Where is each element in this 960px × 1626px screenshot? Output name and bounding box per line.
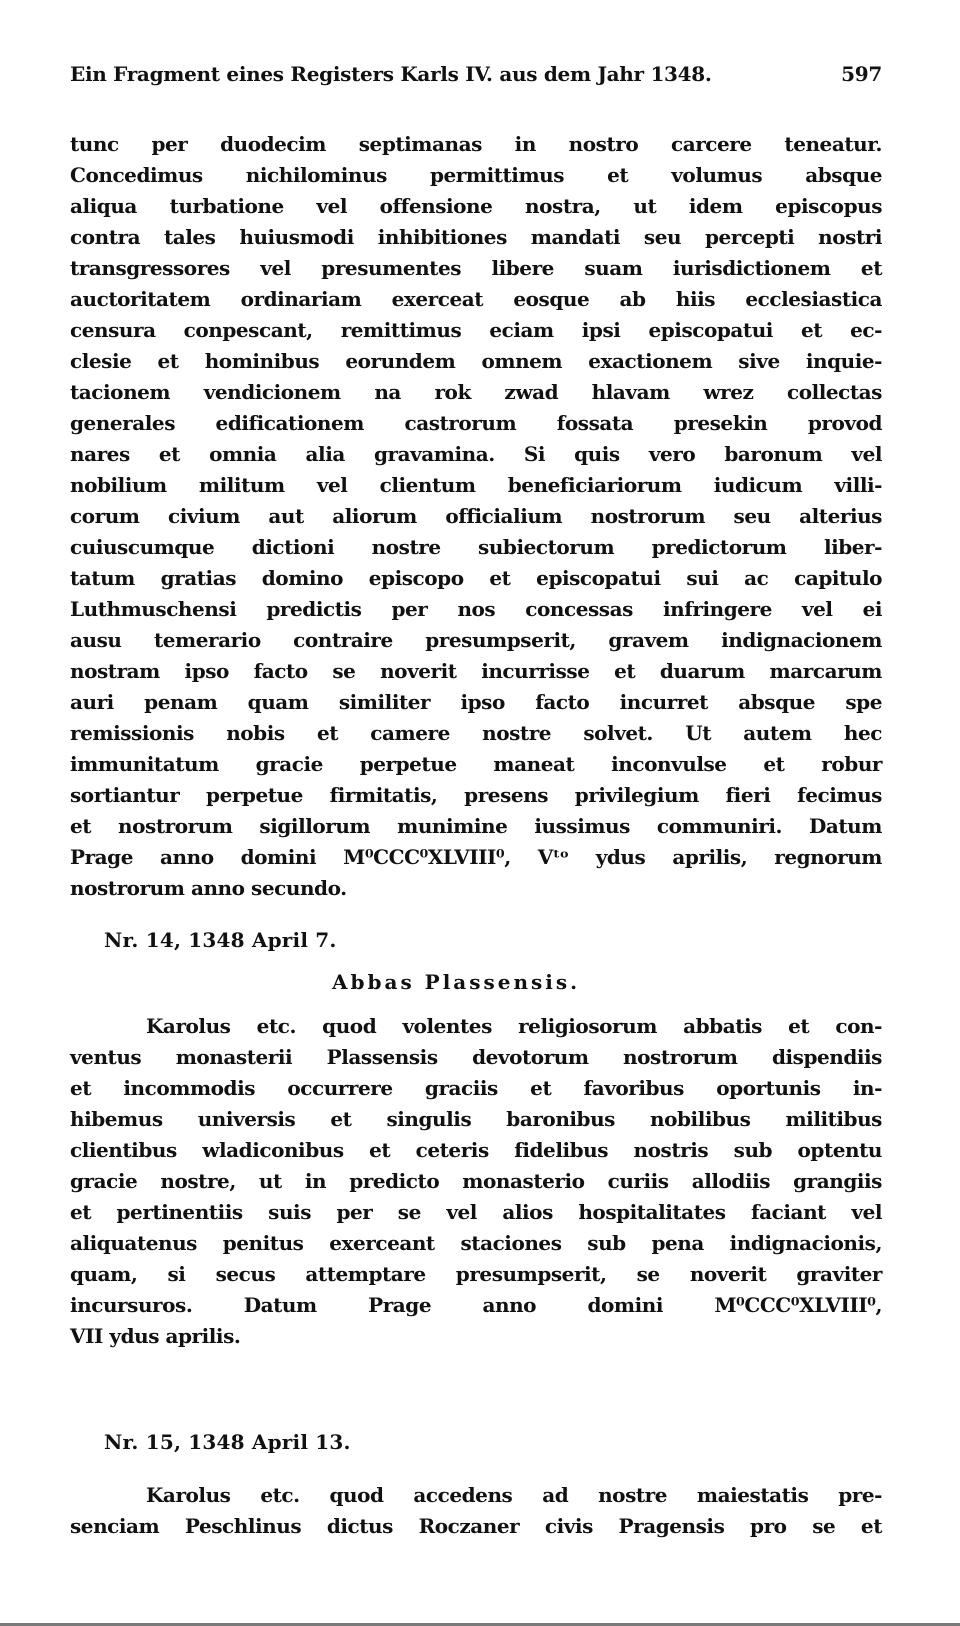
- page-number: 597: [841, 62, 882, 86]
- text-line: nostram ipso facto se noverit incurrisse et duarum marcarum: [70, 659, 882, 683]
- text-line: Concedimus nichilominus permittimus et volumus absque: [70, 163, 882, 187]
- text-line: Karolus etc. quod volentes religiosorum abbatis et con-: [146, 1014, 882, 1038]
- text-line: censura conpescant, remittimus eciam ipsi episcopatui et ec-: [70, 318, 882, 342]
- text-line: tacionem vendicionem na rok zwad hlavam wrez collectas: [70, 380, 882, 404]
- text-line: sortiantur perpetue firmitatis, presens privilegium fieri fecimus: [70, 783, 882, 807]
- text-line: clesie et hominibus eorundem omnem exactionem sive inquie-: [70, 349, 882, 373]
- text-line: Prage anno domini M⁰CCC⁰XLVIII⁰, Vᵗᵒ ydus aprilis, regnorum: [70, 845, 882, 869]
- text-line: et nostrorum sigillorum munimine iussimus communiri. Datum: [70, 814, 882, 838]
- text-line: immunitatum gracie perpetue maneat inconvulse et robur: [70, 752, 882, 776]
- text-line: tatum gratias domino episcopo et episcopatui sui ac capitulo: [70, 566, 882, 590]
- text-line: generales edificationem castrorum fossata presekin provod: [70, 411, 882, 435]
- text-line: et pertinentiis suis per se vel alios hospitalitates faciant vel: [70, 1200, 882, 1224]
- entry-text: [70, 1011, 882, 1352]
- text-line: clientibus wladiconibus et ceteris fidelibus nostris sub optentu: [70, 1138, 882, 1162]
- text-line: cuiuscumque dictioni nostre subiectorum predictorum liber-: [70, 535, 882, 559]
- text-line: nares et omnia alia gravamina. Si quis vero baronum vel: [70, 442, 882, 466]
- text-line: aliquatenus penitus exerceant staciones sub pena indignacionis,: [70, 1231, 882, 1255]
- text-line: VII ydus aprilis.: [70, 1324, 241, 1348]
- text-line: quam, si secus attemptare presumpserit, se noverit graviter: [70, 1262, 882, 1286]
- text-line: auctoritatem ordinariam exerceat eosque ab hiis ecclesiastica: [70, 287, 882, 311]
- running-head-title: Ein Fragment eines Registers Karls IV. aus dem Jahr 1348.: [70, 62, 712, 86]
- text-line: incursuros. Datum Prage anno domini M⁰CCC⁰XLVIII⁰,: [70, 1293, 882, 1317]
- text-line: transgressores vel presumentes libere suam iurisdictionem et: [70, 256, 882, 280]
- text-line: et incommodis occurrere graciis et favoribus oportunis in-: [70, 1076, 882, 1100]
- text-line: nobilium militum vel clientum beneficiariorum iudicum villi-: [70, 473, 882, 497]
- running-head: [70, 62, 882, 92]
- text-line: corum civium aut aliorum officialium nostrorum seu alterius: [70, 504, 882, 528]
- text-line: ventus monasterii Plassensis devotorum nostrorum dispendiis: [70, 1045, 882, 1069]
- text-line: tunc per duodecim septimanas in nostro carcere teneatur.: [70, 132, 882, 156]
- text-line: Luthmuschensi predictis per nos concessas infringere vel ei: [70, 597, 882, 621]
- text-line: nostrorum anno secundo.: [70, 876, 347, 900]
- text-line: senciam Peschlinus dictus Roczaner civis Pragensis pro se et: [70, 1514, 882, 1538]
- text-line: ausu temerario contraire presumpserit, gravem indignacionem: [70, 628, 882, 652]
- text-line: aliqua turbatione vel offensione nostra, ut idem episcopus: [70, 194, 882, 218]
- text-line: Karolus etc. quod accedens ad nostre maiestatis pre-: [146, 1483, 882, 1507]
- entry-heading: Nr. 14, 1348 April 7.: [104, 928, 337, 952]
- text-line: contra tales huiusmodi inhibitiones mandati seu percepti nostri: [70, 225, 882, 249]
- entry-subject: Abbas Plassensis.: [332, 970, 581, 994]
- continuation-text: [70, 129, 882, 904]
- text-line: remissionis nobis et camere nostre solvet. Ut autem hec: [70, 721, 882, 745]
- text-line: gracie nostre, ut in predicto monasterio curiis allodiis grangiis: [70, 1169, 882, 1193]
- text-line: auri penam quam similiter ipso facto incurret absque spe: [70, 690, 882, 714]
- entry-heading: Nr. 15, 1348 April 13.: [104, 1430, 351, 1454]
- entry-text: [70, 1480, 882, 1542]
- text-line: hibemus universis et singulis baronibus nobilibus militibus: [70, 1107, 882, 1131]
